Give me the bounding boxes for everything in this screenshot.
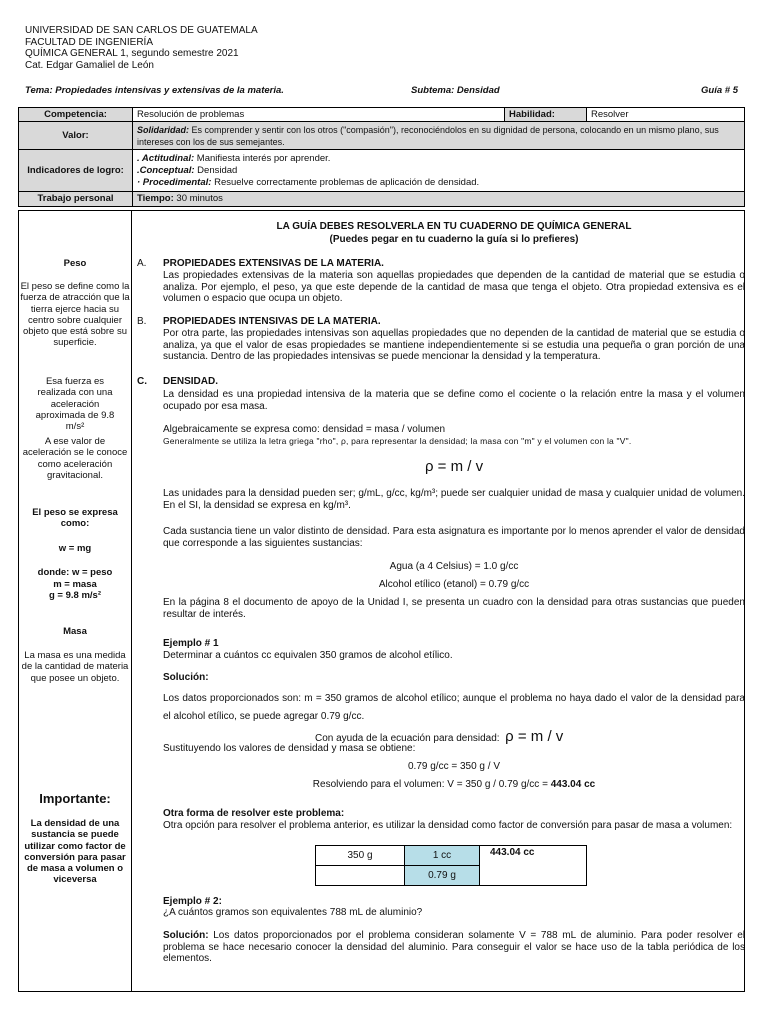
alternative-title: Otra forma de resolver este problema:	[163, 808, 345, 819]
masa-definition: La masa es una medida de la cantidad de materia que posee un objeto.	[21, 650, 129, 684]
density-formula: ρ = m / v	[424, 458, 484, 475]
conceptual-text: Densidad	[194, 164, 238, 176]
conceptual-title: .Conceptual:	[137, 164, 195, 176]
equation-intro: Con ayuda de la ecuación para densidad:	[315, 733, 500, 744]
units-text: Las unidades para la densidad pueden ser; g/mL, g/cc, kg/m³; puede ser cualquier unidad de masa y cualquier unidad de volumen. En el SI, la densidad se expresa en kg/m³.	[163, 488, 745, 511]
subtema-text: Subtema: Densidad	[411, 85, 500, 96]
conv-mass: 350 g	[316, 846, 405, 866]
example-1-text: Determinar a cuántos cc equivalen 350 gramos de alcohol etílico.	[163, 650, 453, 661]
volume-result-text: Resolviendo para el volumen: V = 350 g / 0.79 g/cc =	[312, 779, 551, 790]
competencia-label: Competencia:	[19, 108, 133, 122]
document-header	[25, 25, 258, 71]
indicador-procedimental	[137, 177, 740, 189]
indicador-actitudinal	[137, 153, 740, 165]
instruction-subheading: (Puedes pegar en tu cuaderno la guía si lo prefieres)	[329, 234, 579, 245]
indicadores-label: Indicadores de logro:	[19, 150, 133, 192]
section-c-text: La densidad es una propiedad intensiva de la materia que se define como el cociente o la relación entre la masa y el volumen ocupado por esa masa.	[163, 389, 745, 412]
section-c-title: DENSIDAD.	[163, 376, 219, 387]
masa-title: Masa	[63, 626, 87, 637]
solution-2-title: Solución:	[163, 930, 209, 941]
fuerza-text: Esa fuerza es realizada con una aceleración aproximada de 9.8 m/s²	[35, 376, 115, 433]
tema-text: Tema: Propiedades intensivas y extensivas de la materia.	[25, 85, 284, 96]
tiempo-cell	[133, 192, 745, 206]
donde-peso: donde: w = peso	[37, 567, 113, 578]
substitution-text: Sustituyendo los valores de densidad y masa se obtiene:	[163, 743, 416, 754]
procedimental-title: · Procedimental:	[137, 176, 212, 188]
valor-label: Valor:	[19, 122, 133, 150]
valor-cell	[133, 122, 745, 150]
solution-2	[163, 930, 745, 965]
info-table	[18, 107, 745, 207]
example-1-title: Ejemplo # 1	[163, 638, 219, 649]
reference-text: En la página 8 el documento de apoyo de la Unidad I, se presenta un cuadro con la densidad para otras sustancias que pueden resultar de interés.	[163, 597, 745, 620]
aceleracion-text: A ese valor de aceleración se le conoce como aceleración gravitacional.	[22, 436, 128, 481]
actitudinal-title: . Actitudinal:	[137, 152, 195, 164]
university-name: UNIVERSIDAD DE SAN CARLOS DE GUATEMALA	[25, 25, 258, 36]
example-2-title: Ejemplo # 2:	[163, 896, 222, 907]
volume-result-value: 443.04 cc	[550, 779, 596, 790]
conv-volume-unit: 1 cc	[405, 846, 480, 866]
conversion-table	[315, 845, 587, 886]
donde-masa: m = masa	[53, 579, 97, 590]
importante-text: La densidad de una sustancia se puede utilizar como factor de conversión para pasar de masa a volumen o viceversa	[24, 818, 126, 886]
tiempo-title: Tiempo:	[137, 193, 174, 205]
peso-formula: w = mg	[58, 543, 92, 554]
competencia-value: Resolución de problemas	[133, 108, 505, 122]
instructor-name: Cat. Edgar Gamaliel de León	[25, 59, 154, 71]
habilidad-label: Habilidad:	[505, 108, 587, 122]
volume-result-line	[163, 779, 745, 791]
importante-title: Importante:	[39, 791, 111, 806]
alcohol-density: Alcohol etílico (etanol) = 0.79 g/cc	[378, 579, 530, 590]
donde-gravedad: g = 9.8 m/s²	[48, 590, 101, 601]
trabajo-label: Trabajo personal	[19, 192, 133, 206]
column-divider	[131, 210, 132, 992]
conv-result: 443.04 cc	[480, 846, 587, 886]
conv-empty-cell	[316, 866, 405, 886]
section-a-text: Las propiedades extensivas de la materia son aquellas propiedades que dependen de la cantidad de material que se estudia o analiza. Por ejemplo, el peso, ya que este depende de la cantidad de masa que tenga el objeto. Otra propiedad extensiva es el volumen o espacio que ocupa un objeto.	[163, 270, 745, 304]
rho-explanation: Generalmente se utiliza la letra griega "rho", ρ, para representar la densidad; la masa con "m" y el volumen con la "V".	[163, 436, 632, 446]
peso-title: Peso	[63, 258, 87, 269]
alternative-text: Otra opción para resolver el problema anterior, es utilizar la densidad como factor de conversión para pasar de masa a volumen:	[163, 820, 733, 831]
peso-definition: El peso se define como la fuerza de atracción que la tierra ejerce hacia su centro sobre cualquier objeto que está sobre su superficie.	[20, 281, 130, 349]
valor-title: Solidaridad:	[137, 124, 190, 135]
actitudinal-text: Manifiesta interés por aprender.	[194, 152, 331, 164]
section-c-letter: C.	[137, 376, 147, 387]
example-2-text: ¿A cuántos gramos son equivalentes 788 mL de aluminio?	[163, 907, 423, 918]
substitution-equation: 0.79 g/cc = 350 g / V	[407, 761, 500, 772]
tiempo-text: 30 minutos	[173, 193, 223, 205]
indicadores-cell	[133, 150, 745, 192]
solution-2-text: Los datos proporcionados por el problema consideran solamente V = 788 mL de aluminio. Para poder resolver el problema se hace necesario conocer la densidad del aluminio. Para conseguir el valor se hace uso de la tabla periódica de los elementos.	[163, 930, 745, 964]
equation-formula: ρ = m / v	[505, 728, 564, 745]
habilidad-value: Resolver	[587, 108, 745, 122]
procedimental-text: Resuelve correctamente problemas de aplicación de densidad.	[211, 176, 480, 188]
guia-number: Guía # 5	[701, 85, 738, 96]
section-b-title: PROPIEDADES INTENSIVAS DE LA MATERIA.	[163, 316, 381, 327]
section-b-letter: B.	[137, 316, 147, 327]
valor-text: Es comprender y sentir con los otros ("compasión"), reconociéndolos en su dignidad de persona, colocando en un mismo plano, sus intereses con los de sus semejantes.	[137, 124, 719, 147]
conv-density-mass: 0.79 g	[405, 866, 480, 886]
faculty-name: FACULTAD DE INGENIERÍA	[25, 36, 153, 48]
water-density: Agua (a 4 Celsius) = 1.0 g/cc	[389, 561, 519, 572]
solution-1-title: Solución:	[163, 672, 209, 683]
section-b-text: Por otra parte, las propiedades intensivas son aquellas propiedades que no dependen de la cantidad de material que se estudia o analiza, ya que el valor de esas propiedades se mantiene independientemente si se estudia una pequeña o gran porción de una sustancia. Dentro de las propiedades intensivas se puede mencionar la densidad y la temperatura.	[163, 328, 745, 362]
instruction-heading: LA GUÍA DEBES RESOLVERLA EN TU CUADERNO DE QUÍMICA GENERAL	[276, 221, 632, 232]
course-name: QUÍMICA GENERAL 1, segundo semestre 2021	[25, 48, 239, 59]
algebraic-expression: Algebraicamente se expresa como: densidad = masa / volumen	[163, 424, 446, 435]
substances-intro: Cada sustancia tiene un valor distinto de densidad. Para esta asignatura es importante por lo menos aprender el valor de densidad que corresponde a las siguientes sustancias:	[163, 526, 745, 549]
peso-expresa: El peso se expresa como:	[32, 507, 118, 530]
section-a-title: PROPIEDADES EXTENSIVAS DE LA MATERIA.	[163, 258, 384, 269]
section-a-letter: A.	[137, 258, 147, 269]
solution-1-text: Los datos proporcionados son: m = 350 gramos de alcohol etílico; aunque el problema no haya dado el valor de la densidad para el alcohol etílico, se puede agregar 0.79 g/cc.	[163, 693, 745, 722]
indicador-conceptual	[137, 165, 740, 177]
